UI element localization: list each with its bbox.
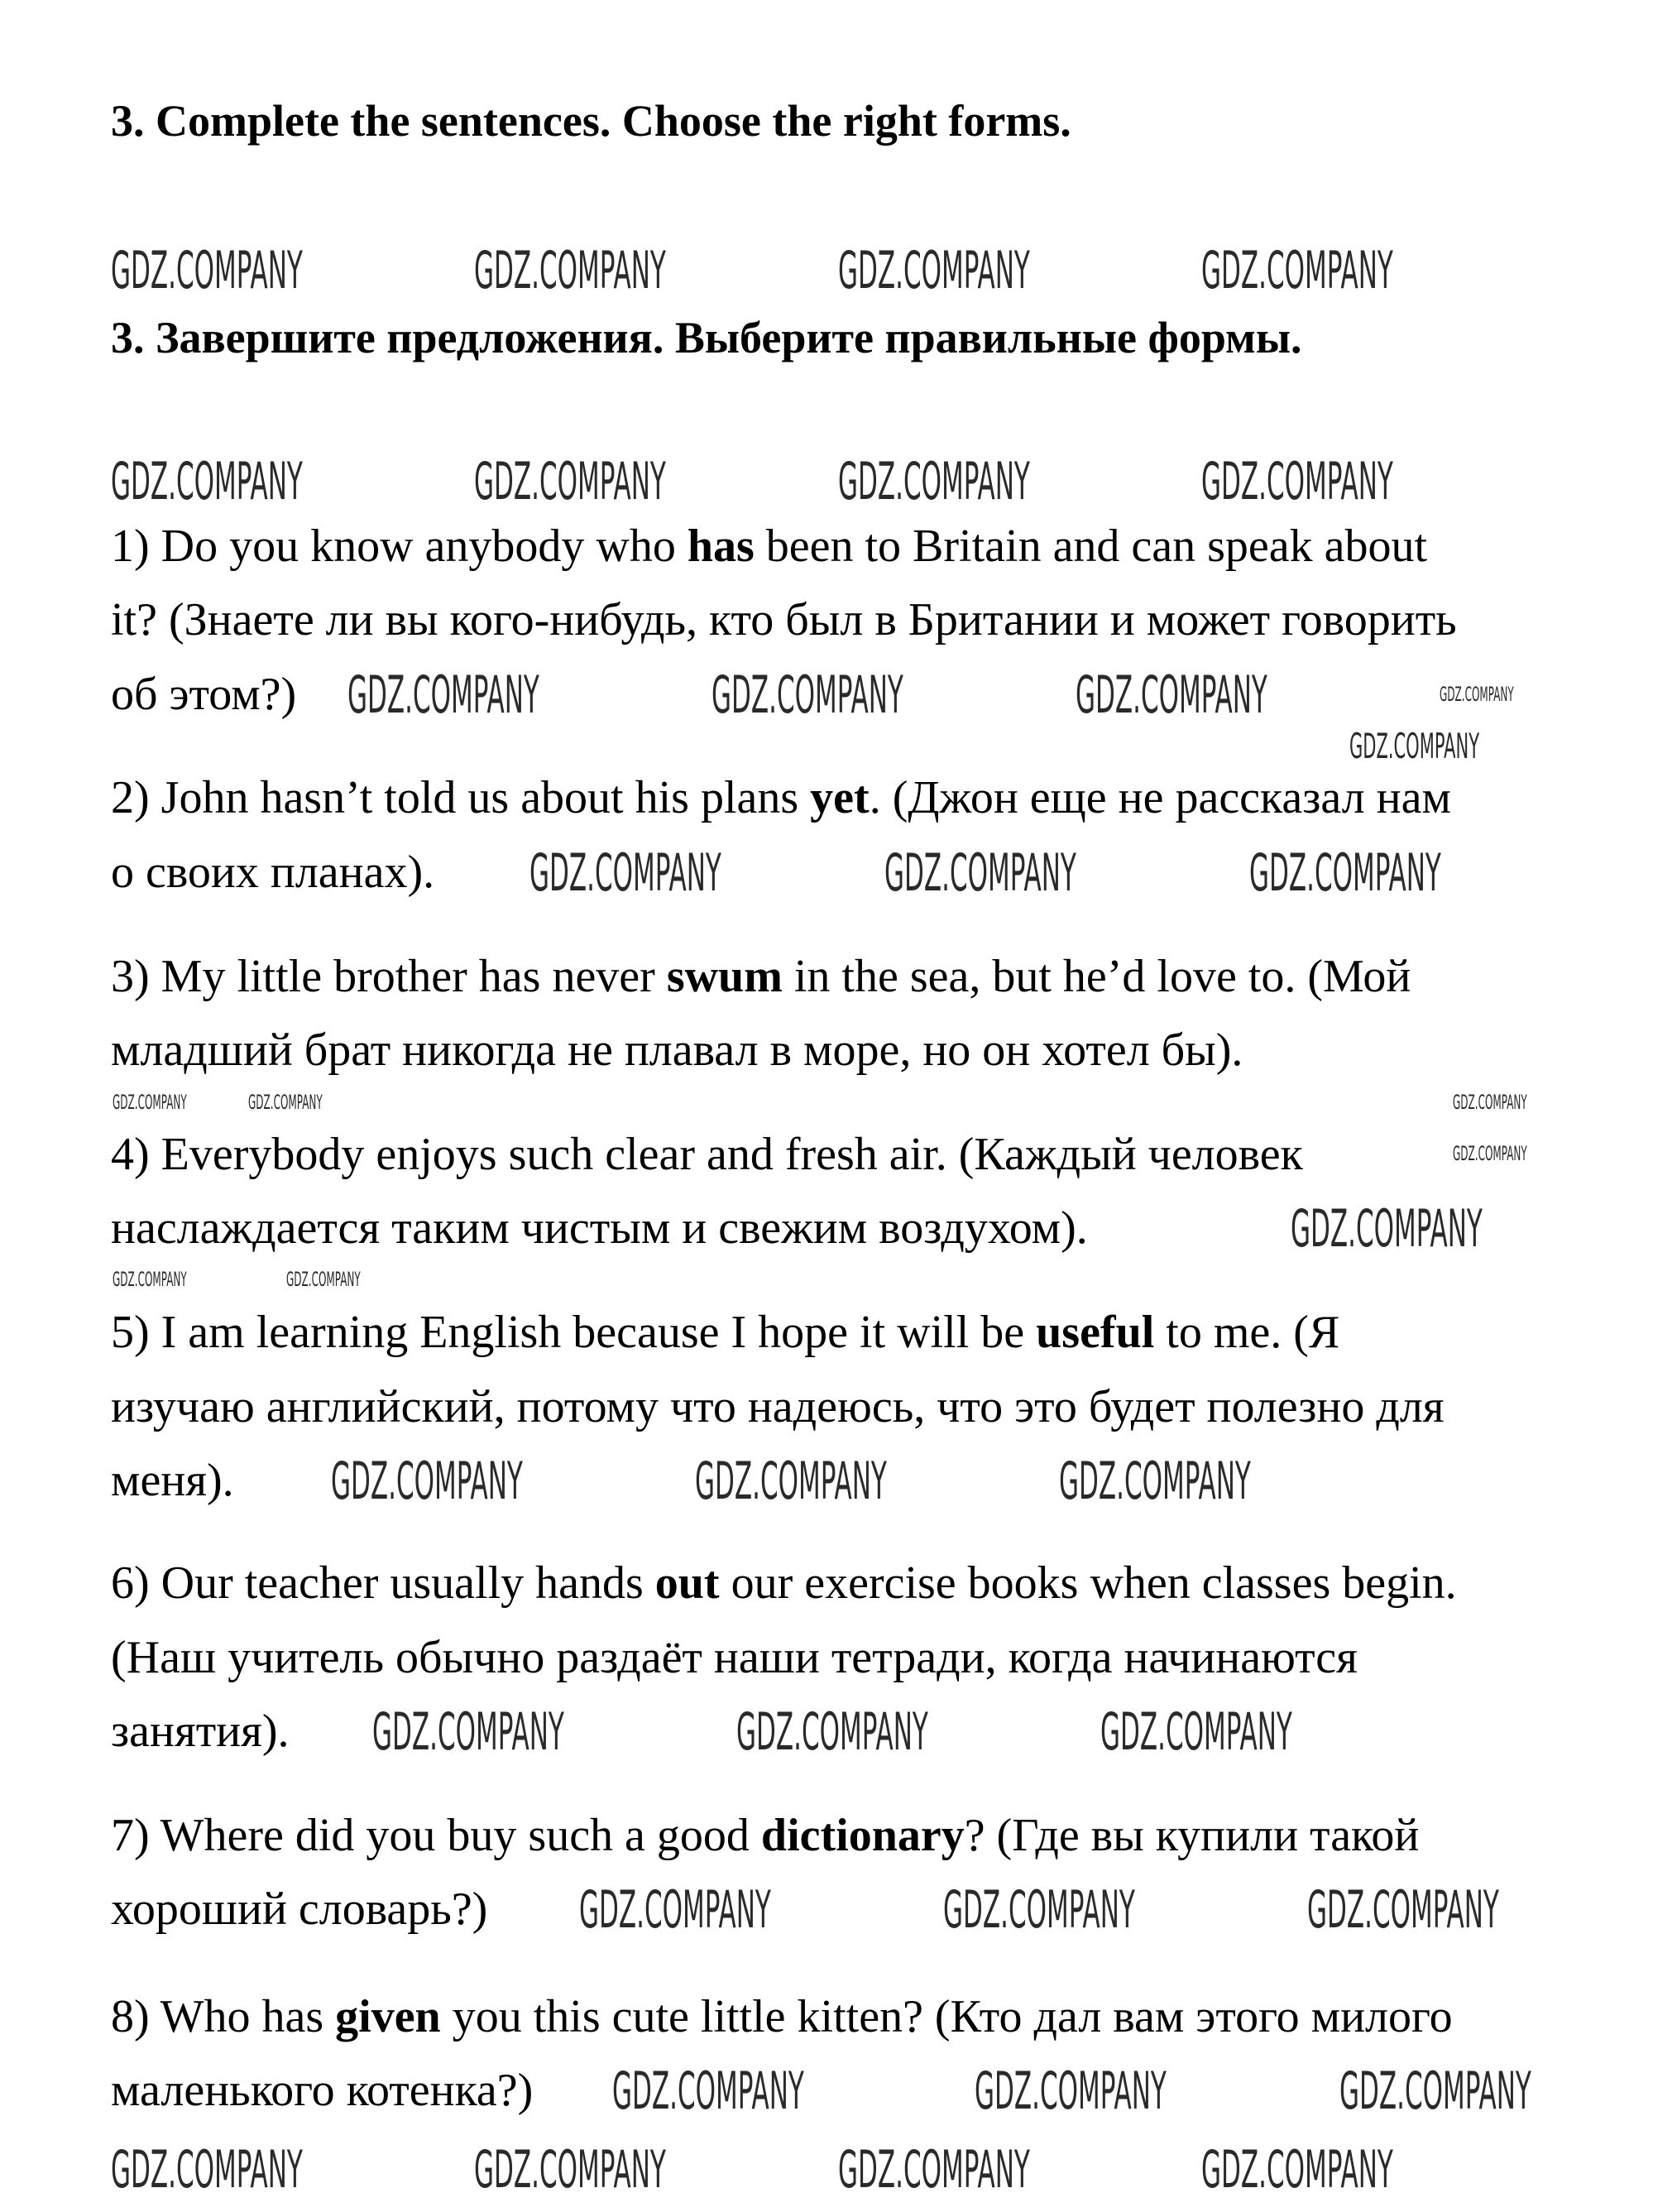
sentence-1-line-3: об этом?) bbox=[111, 669, 297, 720]
watermark: GDZ.COMPANY bbox=[838, 451, 1030, 511]
watermark: GDZ.COMPANY bbox=[1249, 842, 1441, 903]
answer-word: has bbox=[687, 521, 755, 572]
text: ? (Где вы купили такой bbox=[964, 1810, 1420, 1861]
watermark: GDZ.COMPANY bbox=[1440, 683, 1514, 706]
text: in the sea, but he’d love to. (Мой bbox=[782, 951, 1411, 1002]
text: to me. (Я bbox=[1154, 1307, 1340, 1358]
sentence-4-line-1: 4) Everybody enjoys such clear and fresh air. (Каждый человек bbox=[111, 1129, 1303, 1180]
watermark: GDZ.COMPANY bbox=[695, 1451, 887, 1511]
watermark: GDZ.COMPANY bbox=[1307, 1879, 1499, 1940]
text: 8) Who has bbox=[111, 1991, 336, 2042]
text: 1) Do you know anybody who bbox=[111, 521, 688, 572]
watermark: GDZ.COMPANY bbox=[372, 1701, 564, 1762]
text: been to Britain and can speak about bbox=[754, 521, 1428, 572]
text: 2) John hasn’t told us about his plans bbox=[111, 772, 811, 823]
watermark: GDZ.COMPANY bbox=[1453, 1142, 1527, 1165]
text: 3) My little brother has never bbox=[111, 951, 667, 1002]
exercise-heading-english: 3. Complete the sentences. Choose the right forms. bbox=[111, 96, 1071, 146]
watermark: GDZ.COMPANY bbox=[579, 1879, 771, 1940]
answer-word: useful bbox=[1036, 1307, 1155, 1358]
watermark: GDZ.COMPANY bbox=[331, 1451, 523, 1511]
watermark: GDZ.COMPANY bbox=[113, 1268, 187, 1291]
sentence-5-line-2: изучаю английский, потому что надеюсь, что это будет полезно для bbox=[111, 1381, 1445, 1432]
sentence-2-line-2: о своих планах). bbox=[111, 847, 435, 898]
answer-word: given bbox=[335, 1991, 441, 2042]
watermark: GDZ.COMPANY bbox=[1100, 1701, 1292, 1762]
answer-word: out bbox=[654, 1557, 720, 1609]
answer-word: swum bbox=[666, 951, 783, 1002]
watermark: GDZ.COMPANY bbox=[736, 1701, 928, 1762]
watermark: GDZ.COMPANY bbox=[111, 240, 303, 300]
sentence-2-line-1 bbox=[111, 761, 1451, 834]
exercise-heading-russian: 3. Завершите предложения. Выберите правильные формы. bbox=[111, 313, 1302, 362]
answer-word: dictionary bbox=[760, 1810, 965, 1861]
sentence-7-line-1 bbox=[111, 1799, 1419, 1872]
sentence-3-line-2: младший брат никогда не плавал в море, но он хотел бы). bbox=[111, 1024, 1243, 1076]
sentence-3-line-1 bbox=[111, 940, 1411, 1013]
text: you this cute little kitten? (Кто дал вам этого милого bbox=[440, 1991, 1453, 2042]
watermark: GDZ.COMPANY bbox=[1059, 1451, 1251, 1511]
watermark: GDZ.COMPANY bbox=[975, 2061, 1167, 2121]
sentence-4-line-2: наслаждается таким чистым и свежим воздухом). bbox=[111, 1202, 1088, 1254]
watermark: GDZ.COMPANY bbox=[712, 665, 903, 725]
watermark: GDZ.COMPANY bbox=[1453, 1091, 1527, 1114]
watermark: GDZ.COMPANY bbox=[111, 2139, 303, 2200]
watermark: GDZ.COMPANY bbox=[838, 240, 1030, 300]
watermark: GDZ.COMPANY bbox=[1339, 2061, 1531, 2121]
watermark: GDZ.COMPANY bbox=[347, 665, 539, 725]
watermark: GDZ.COMPANY bbox=[286, 1268, 361, 1291]
watermark: GDZ.COMPANY bbox=[474, 2139, 666, 2200]
watermark: GDZ.COMPANY bbox=[529, 842, 721, 903]
watermark: GDZ.COMPANY bbox=[113, 1091, 187, 1114]
watermark: GDZ.COMPANY bbox=[943, 1879, 1135, 1940]
watermark: GDZ.COMPANY bbox=[1201, 2139, 1393, 2200]
watermark: GDZ.COMPANY bbox=[1291, 1198, 1483, 1259]
watermark: GDZ.COMPANY bbox=[1076, 665, 1267, 725]
text: 5) I am learning English because I hope it will be bbox=[111, 1307, 1037, 1358]
answer-word: yet bbox=[810, 772, 870, 823]
sentence-5-line-3: меня). bbox=[111, 1455, 234, 1506]
sentence-8-line-2: маленького котенка?) bbox=[111, 2065, 534, 2116]
watermark: GDZ.COMPANY bbox=[474, 240, 666, 300]
watermark: GDZ.COMPANY bbox=[612, 2061, 804, 2121]
sentence-5-line-1 bbox=[111, 1296, 1339, 1369]
text: 7) Where did you buy such a good bbox=[111, 1810, 761, 1861]
watermark: GDZ.COMPANY bbox=[474, 451, 666, 511]
sentence-6-line-1 bbox=[111, 1547, 1457, 1619]
sentence-7-line-2: хороший словарь?) bbox=[111, 1883, 488, 1935]
sentence-6-line-3: занятия). bbox=[111, 1706, 290, 1757]
watermark: GDZ.COMPANY bbox=[111, 451, 303, 511]
watermark: GDZ.COMPANY bbox=[1201, 240, 1393, 300]
watermark: GDZ.COMPANY bbox=[248, 1091, 323, 1114]
watermark: GDZ.COMPANY bbox=[1201, 451, 1393, 511]
text: . (Джон еще не рассказал нам bbox=[869, 772, 1451, 823]
text: our exercise books when classes begin. bbox=[719, 1557, 1457, 1609]
watermark: GDZ.COMPANY bbox=[1349, 726, 1480, 766]
text: 6) Our teacher usually hands bbox=[111, 1557, 655, 1609]
sentence-1-line-1 bbox=[111, 510, 1427, 583]
sentence-6-line-2: (Наш учитель обычно раздаёт наши тетради, когда начинаются bbox=[111, 1632, 1358, 1683]
sentence-1-line-2: it? (Знаете ли вы кого-нибудь, кто был в Британии и может говорить bbox=[111, 594, 1457, 645]
sentence-8-line-1 bbox=[111, 1980, 1453, 2053]
watermark: GDZ.COMPANY bbox=[884, 842, 1076, 903]
watermark: GDZ.COMPANY bbox=[838, 2139, 1030, 2200]
